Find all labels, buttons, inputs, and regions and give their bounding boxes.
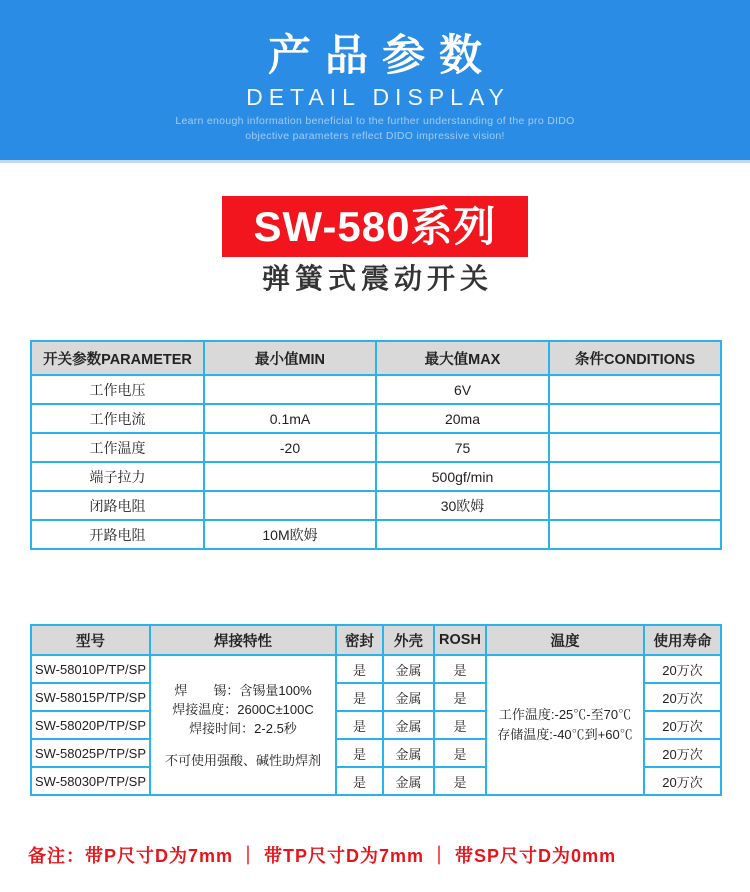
banner-tagline-2: objective parameters reflect DIDO impressive vision!: [245, 130, 505, 142]
param-min-cell: [204, 375, 376, 404]
param-min-cell: -20: [204, 433, 376, 462]
table-row: [31, 520, 721, 549]
header-min: 最小值MIN: [204, 341, 376, 375]
banner-title: 产品参数: [268, 32, 496, 80]
lifespan-cell: 20万次: [644, 683, 721, 711]
rosh-cell: 是: [434, 711, 486, 739]
table-row: [31, 404, 721, 433]
parameter-table: [30, 340, 722, 550]
param-name-cell: 端子拉力: [31, 462, 204, 491]
lifespan-cell: 20万次: [644, 655, 721, 683]
model-table: [30, 624, 722, 796]
rosh-cell: 是: [434, 683, 486, 711]
shell-cell: 金属: [383, 683, 434, 711]
shell-cell: 金属: [383, 711, 434, 739]
header-shell: 外壳: [383, 625, 434, 655]
shell-cell: 金属: [383, 739, 434, 767]
param-min-cell: [204, 462, 376, 491]
header-rosh: ROSH: [434, 625, 486, 655]
welding-line-4: 不可使用强酸、碱性助焊剂: [164, 752, 321, 768]
param-condition-cell: [549, 404, 721, 433]
param-condition-cell: [549, 520, 721, 549]
parameter-table-header-row: [31, 341, 721, 375]
header-conditions: 条件CONDITIONS: [549, 341, 721, 375]
param-name-cell: 开路电阻: [31, 520, 204, 549]
table-row: [31, 491, 721, 520]
banner-subtitle: DETAIL DISPLAY: [246, 84, 510, 110]
welding-characteristics-cell: [150, 655, 336, 795]
param-condition-cell: [549, 462, 721, 491]
welding-line-2: 焊接温度：2600C±100C: [172, 701, 314, 717]
banner-tagline-1: Learn enough information beneficial to the further understanding of the pro DIDO: [175, 115, 575, 127]
param-condition-cell: [549, 433, 721, 462]
rosh-cell: 是: [434, 739, 486, 767]
sealed-cell: 是: [336, 711, 383, 739]
model-cell: SW-58020P/TP/SP: [31, 711, 150, 739]
rosh-cell: 是: [434, 655, 486, 683]
shell-cell: 金属: [383, 767, 434, 795]
banner: [0, 0, 750, 163]
param-min-cell: [204, 491, 376, 520]
welding-line-3: 焊接时间：2-2.5秒: [189, 720, 297, 736]
header-welding: 焊接特性: [150, 625, 336, 655]
table-row: [31, 462, 721, 491]
param-name-cell: 工作电压: [31, 375, 204, 404]
header-parameter: 开关参数PARAMETER: [31, 341, 204, 375]
param-max-cell: 6V: [376, 375, 549, 404]
series-subtitle: 弹簧式震动开关: [261, 263, 493, 294]
lifespan-cell: 20万次: [644, 739, 721, 767]
model-table-header-row: [31, 625, 721, 655]
table-row: [31, 375, 721, 404]
param-name-cell: 工作温度: [31, 433, 204, 462]
welding-line-1: 焊 锡：含锡量100%: [174, 682, 312, 698]
param-max-cell: 500gf/min: [376, 462, 549, 491]
model-cell: SW-58030P/TP/SP: [31, 767, 150, 795]
lifespan-cell: 20万次: [644, 767, 721, 795]
param-max-cell: 75: [376, 433, 549, 462]
temperature-range-cell: [486, 655, 644, 795]
header-temperature: 温度: [486, 625, 644, 655]
header-lifespan: 使用寿命: [644, 625, 721, 655]
header-model: 型号: [31, 625, 150, 655]
param-condition-cell: [549, 375, 721, 404]
rosh-cell: 是: [434, 767, 486, 795]
param-name-cell: 工作电流: [31, 404, 204, 433]
model-cell: SW-58010P/TP/SP: [31, 655, 150, 683]
storage-temperature: 存储温度:-40℃到+60℃: [497, 727, 633, 742]
sealed-cell: 是: [336, 767, 383, 795]
param-max-cell: 20ma: [376, 404, 549, 433]
lifespan-cell: 20万次: [644, 711, 721, 739]
remark-note: 备注：带P尺寸D为7mm ｜ 带TP尺寸D为7mm ｜ 带SP尺寸D为0mm: [28, 846, 617, 866]
header-max: 最大值MAX: [376, 341, 549, 375]
shell-cell: 金属: [383, 655, 434, 683]
sealed-cell: 是: [336, 655, 383, 683]
table-row: [31, 655, 721, 683]
param-max-cell: [376, 520, 549, 549]
header-sealed: 密封: [336, 625, 383, 655]
table-row: [31, 433, 721, 462]
param-condition-cell: [549, 491, 721, 520]
sealed-cell: 是: [336, 739, 383, 767]
param-min-cell: 0.1mA: [204, 404, 376, 433]
sealed-cell: 是: [336, 683, 383, 711]
model-cell: SW-58015P/TP/SP: [31, 683, 150, 711]
operating-temperature: 工作温度:-25℃-至70℃: [498, 707, 632, 722]
param-name-cell: 闭路电阻: [31, 491, 204, 520]
param-max-cell: 30欧姆: [376, 491, 549, 520]
model-cell: SW-58025P/TP/SP: [31, 739, 150, 767]
series-badge: SW-580系列: [222, 196, 528, 257]
param-min-cell: 10M欧姆: [204, 520, 376, 549]
